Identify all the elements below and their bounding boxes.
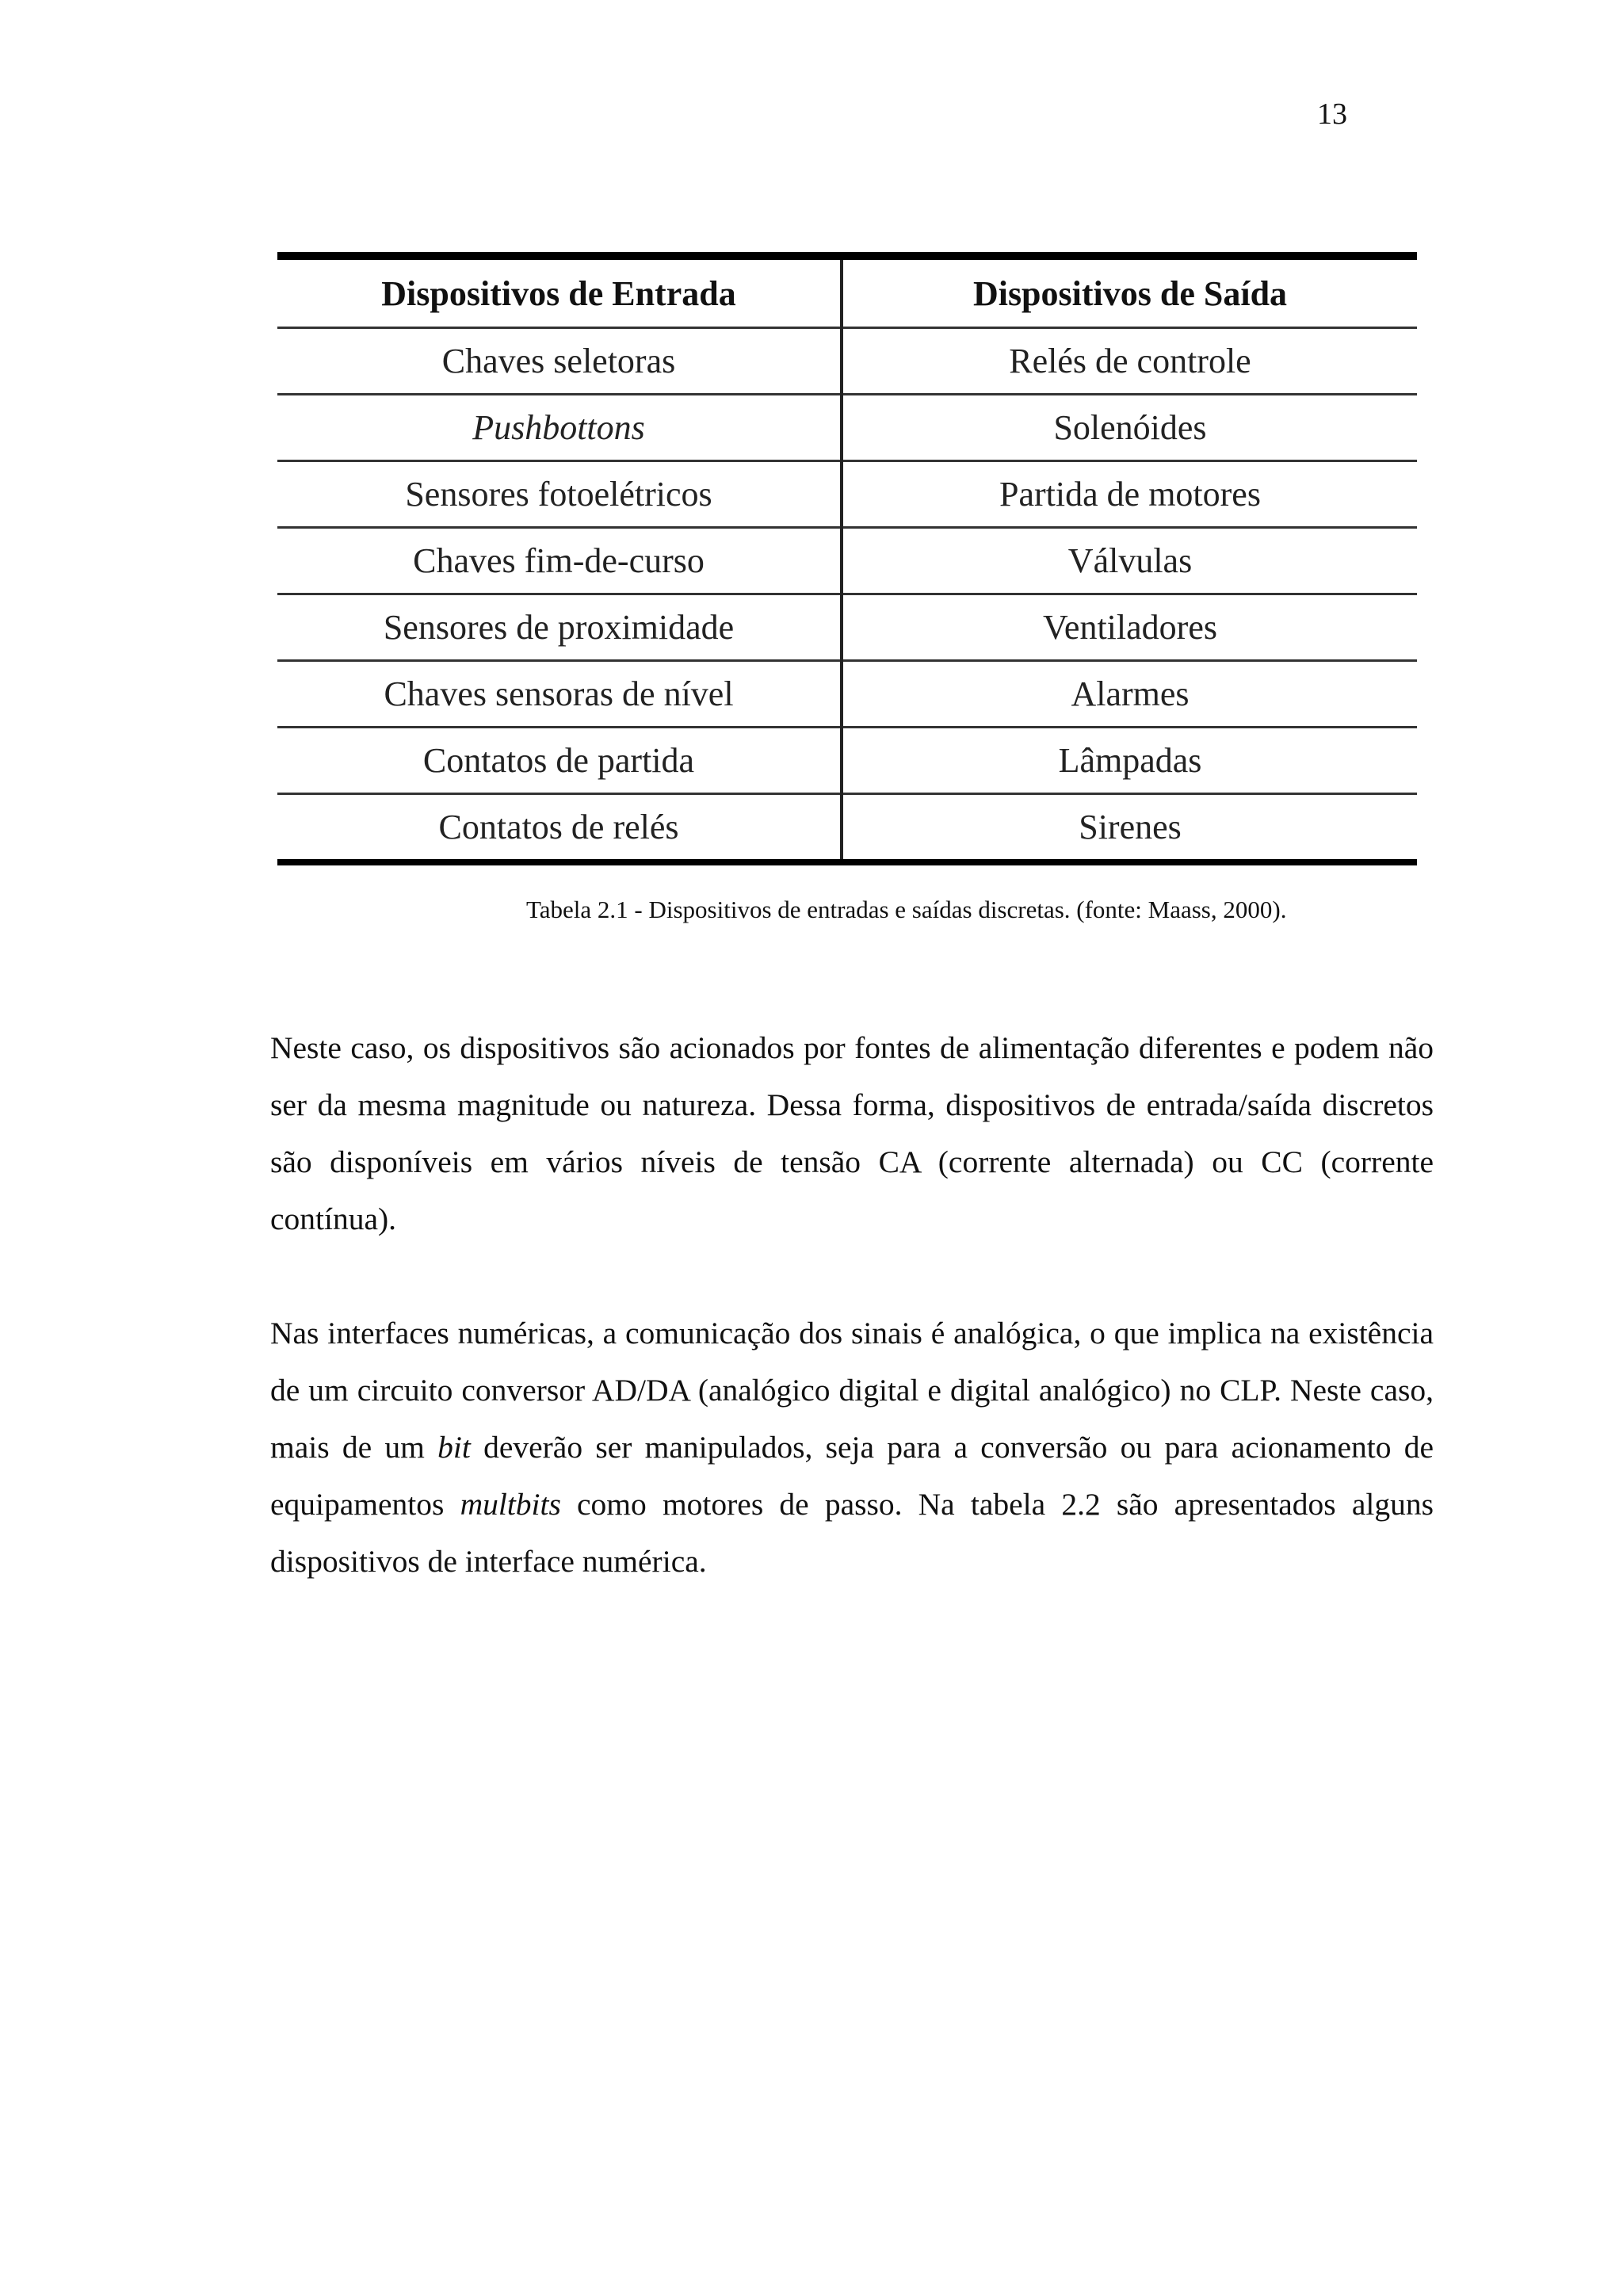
- page-number: 13: [1317, 97, 1347, 131]
- paragraph-1: Neste caso, os dispositivos são acionados por fontes de alimentação diferentes e podem não ser da mesma magnitude ou natureza. Dessa forma, dispositivos de entrada/saída discretos são disponíveis em vários níveis de tensão CA (corrente alternada) ou CC (corrente contínua).: [270, 1030, 1434, 1236]
- header-output-devices: Dispositivos de Saída: [842, 256, 1417, 328]
- input-device-cell: Contatos de partida: [277, 728, 842, 794]
- output-device-cell: Ventiladores: [842, 594, 1417, 661]
- input-device-cell: Contatos de relés: [277, 794, 842, 863]
- input-device-cell: Pushbottons: [277, 395, 842, 461]
- output-device-cell: Lâmpadas: [842, 728, 1417, 794]
- input-device-cell: Sensores de proximidade: [277, 594, 842, 661]
- table-row: [277, 395, 1417, 461]
- table-row: [277, 528, 1417, 594]
- output-device-cell: Sirenes: [1079, 808, 1182, 846]
- table-row: [277, 794, 1417, 863]
- paragraph-2: [270, 1305, 1434, 1590]
- paragraph-2-text-2: deverão ser manipulados, seja para a conversão ou para acionamento de equipamentos: [270, 1429, 1434, 1522]
- devices-table-container: [277, 252, 1417, 865]
- input-device-cell: Chaves sensoras de nível: [277, 661, 842, 728]
- paragraph-2-text-3: como motores de passo. Na tabela 2.2 são apresentados alguns dispositivos de interface numérica.: [270, 1486, 1434, 1579]
- header-input-devices: Dispositivos de Entrada: [277, 256, 842, 328]
- paragraph-2-emphasis-bit: bit: [437, 1429, 471, 1465]
- input-device-cell: Chaves seletoras: [277, 328, 842, 395]
- table-header-row: [277, 256, 1417, 328]
- input-device-cell: Sensores fotoelétricos: [277, 461, 842, 528]
- table-caption: Tabela 2.1 - Dispositivos de entradas e saídas discretas. (fonte: Maass, 2000).: [526, 896, 1287, 923]
- table-row: [277, 661, 1417, 728]
- paragraph-2-text-1: Nas interfaces numéricas, a comunicação dos sinais é analógica, o que implica na existência de um circuito conversor AD/DA (analógico digital e digital analógico) no CLP. Neste caso, mais de um: [270, 1315, 1434, 1465]
- table-row: [277, 328, 1417, 395]
- table-row: [277, 728, 1417, 794]
- output-device-cell: Solenóides: [842, 395, 1417, 461]
- output-device-cell: Válvulas: [842, 528, 1417, 594]
- table-row: [277, 461, 1417, 528]
- output-device-cell: Alarmes: [842, 661, 1417, 728]
- output-device-cell: Partida de motores: [842, 461, 1417, 528]
- input-device-cell: Chaves fim-de-curso: [277, 528, 842, 594]
- output-device-cell: Relés de controle: [842, 328, 1417, 395]
- paragraph-2-emphasis-multbits: multbits: [460, 1486, 561, 1522]
- table-row: [277, 594, 1417, 661]
- devices-table: [277, 252, 1417, 865]
